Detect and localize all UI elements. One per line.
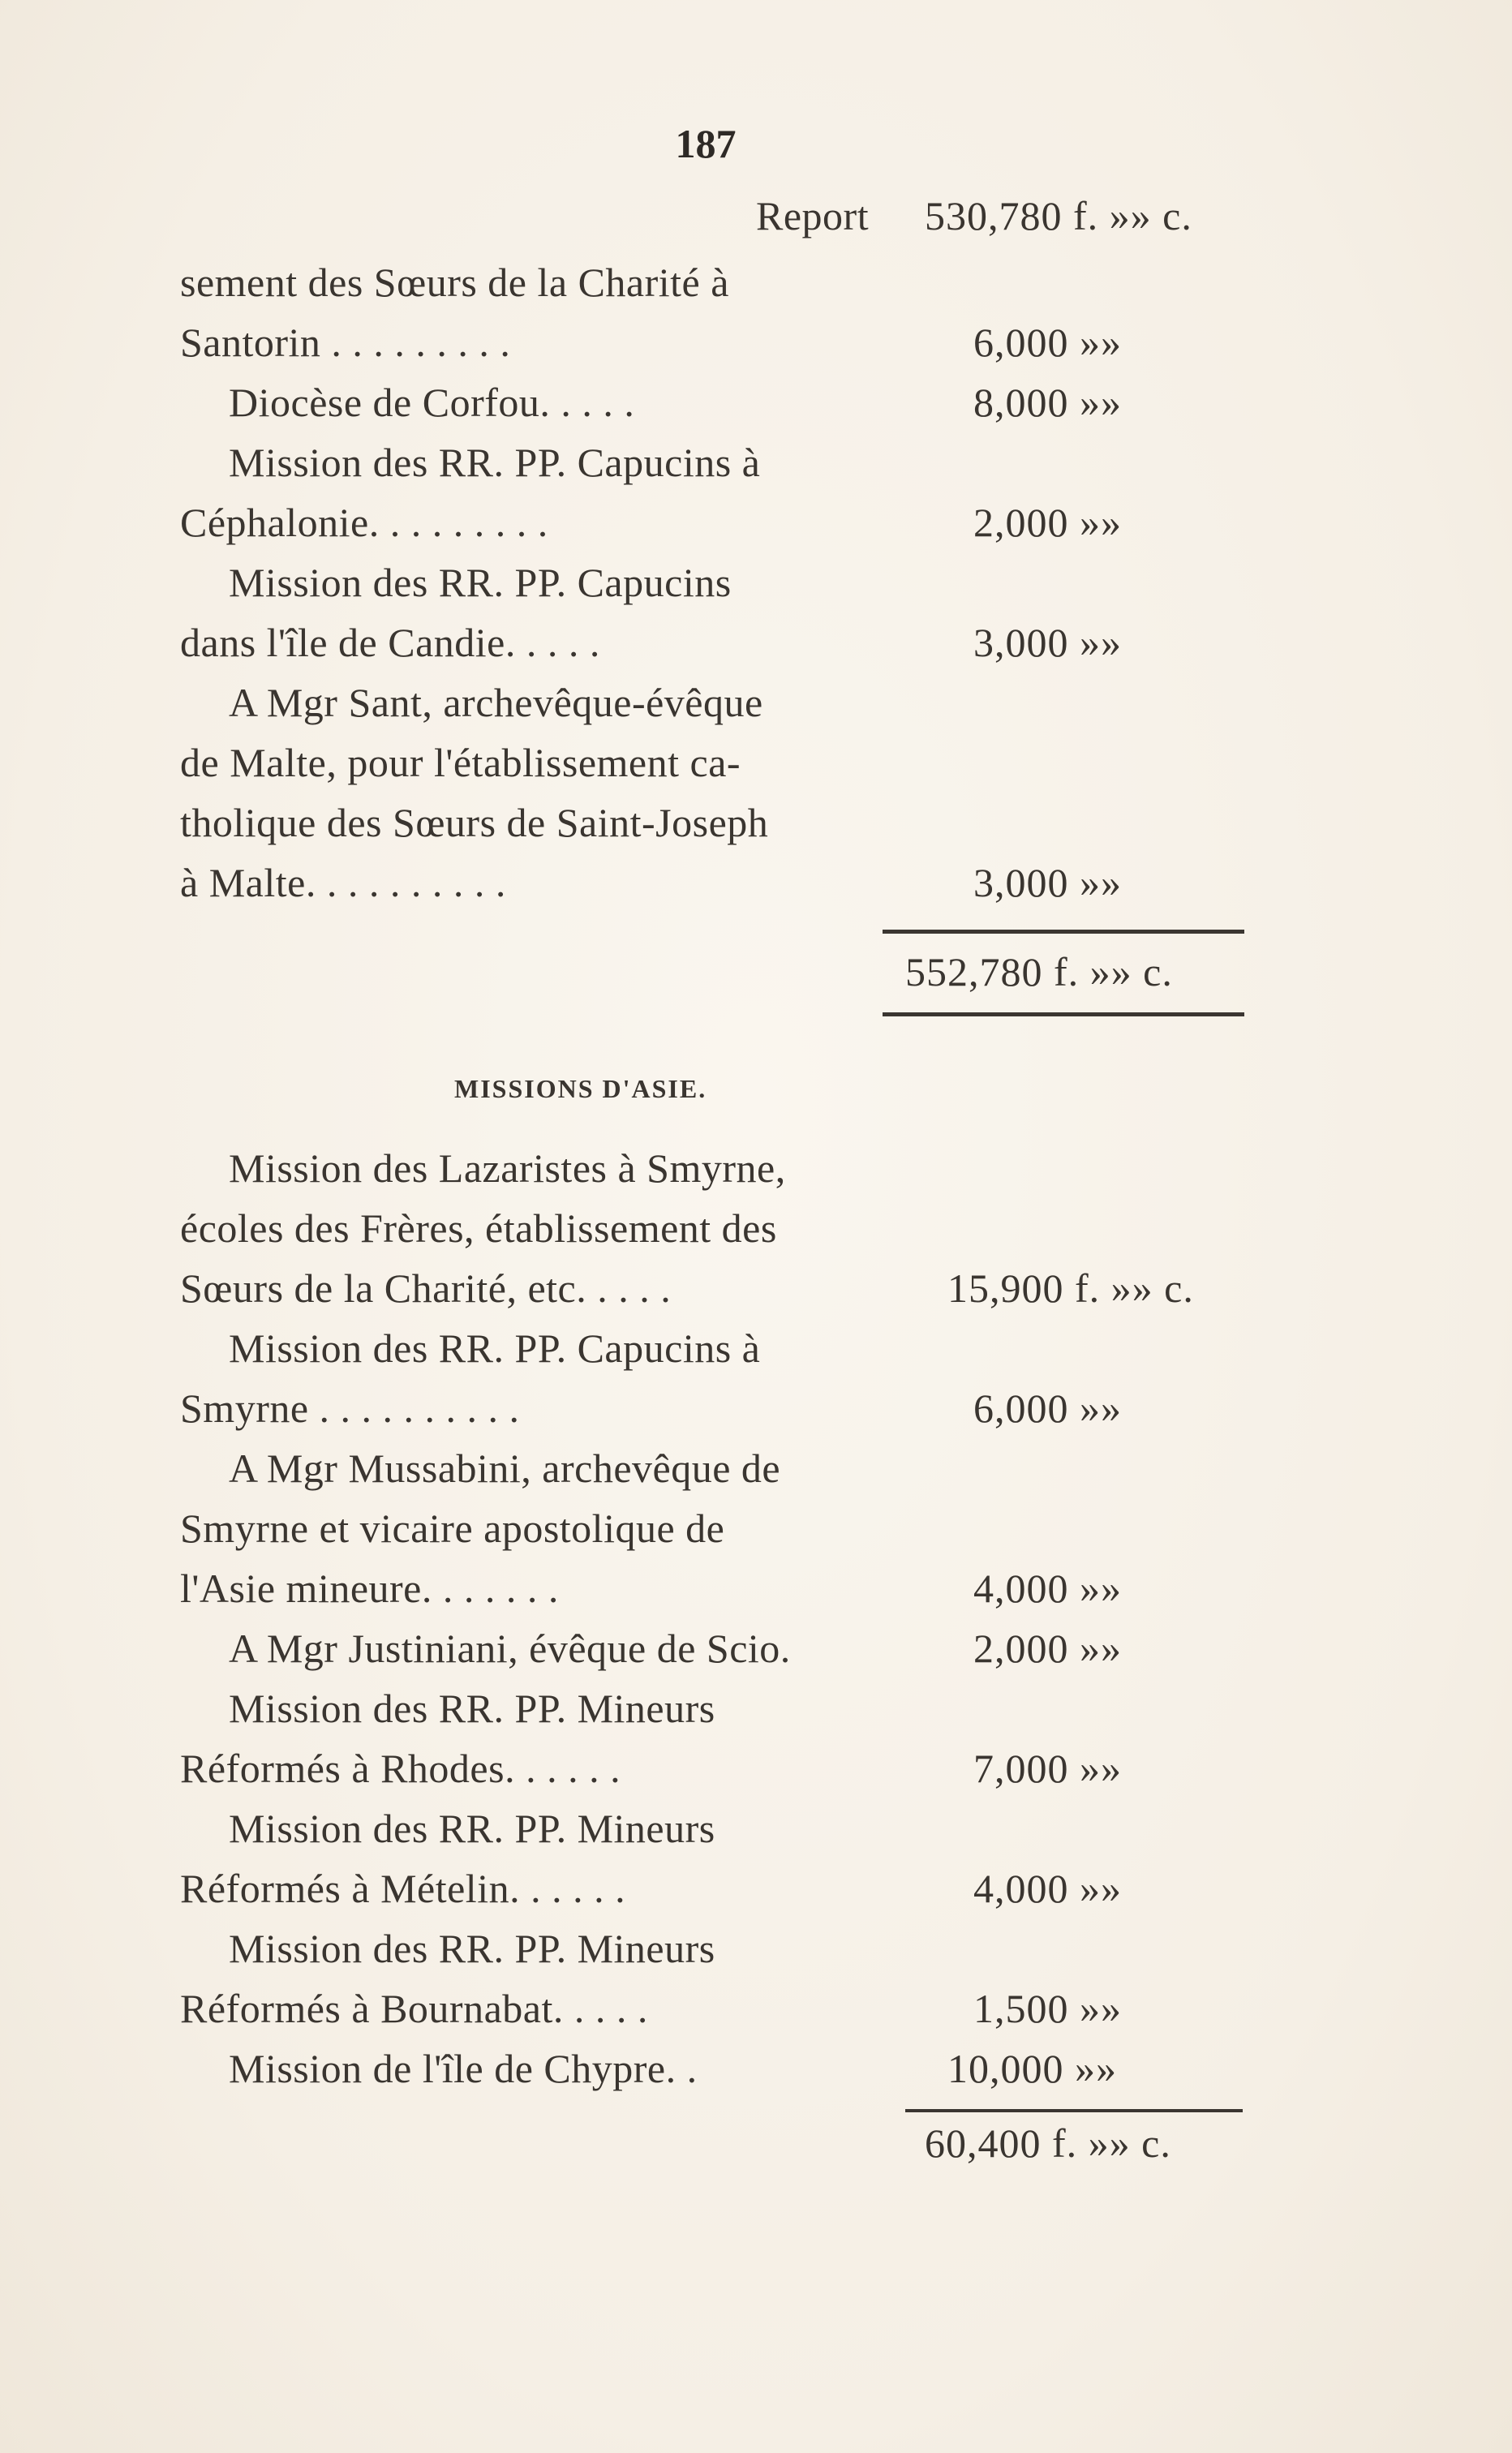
entry-text: Smyrne . . . . . . . . . . (180, 1385, 520, 1431)
entry-text: Mission des Lazaristes à Smyrne, (229, 1145, 786, 1191)
entry-amount: 1,500 »» (973, 1986, 1122, 2031)
sum-rule-bottom (883, 1012, 1244, 1016)
entry-amount: 2,000 »» (973, 1626, 1122, 1671)
entry-text: Mission des RR. PP. Mineurs (229, 1806, 715, 1851)
section-total: 552,780 f. »» c. (905, 949, 1173, 995)
entry-text: Réformés à Rhodes. . . . . . (180, 1746, 621, 1791)
entry-text: A Mgr Justiniani, évêque de Scio. (229, 1626, 791, 1671)
entry-text: à Malte. . . . . . . . . . (180, 860, 506, 905)
entry-text: dans l'île de Candie. . . . . (180, 620, 600, 665)
report-amount: 530,780 f. »» c. (925, 193, 1192, 238)
entry-amount: 8,000 »» (973, 380, 1122, 425)
report-label: Report (756, 193, 870, 238)
entry-text: Diocèse de Corfou. . . . . (229, 380, 635, 425)
entry-text: Santorin . . . . . . . . . (180, 320, 511, 365)
sum-rule-top (883, 930, 1244, 934)
entry-text: Mission des RR. PP. Capucins à (229, 440, 761, 485)
entry-text: Mission de l'île de Chypre. . (229, 2046, 698, 2091)
entry-amount: 3,000 »» (973, 620, 1122, 665)
entry-text: Mission des RR. PP. Capucins (229, 560, 732, 605)
entry-amount: 3,000 »» (973, 860, 1122, 905)
entry-amount: 6,000 »» (973, 320, 1122, 365)
entry-text: de Malte, pour l'établissement ca- (180, 740, 741, 785)
entry-amount: 4,000 »» (973, 1866, 1122, 1911)
entry-amount: 2,000 »» (973, 500, 1122, 545)
section-total: 60,400 f. »» c. (925, 2120, 1171, 2166)
entry-text: Réformés à Bournabat. . . . . (180, 1986, 648, 2031)
entry-text: écoles des Frères, établissement des (180, 1205, 777, 1251)
entry-text: A Mgr Mussabini, archevêque de (229, 1446, 781, 1491)
entry-text: tholique des Sœurs de Saint-Joseph (180, 800, 769, 845)
entry-amount: 10,000 »» (947, 2046, 1117, 2091)
entry-text: Mission des RR. PP. Capucins à (229, 1325, 761, 1371)
page-number: 187 (675, 121, 737, 166)
entry-text: Réformés à Mételin. . . . . . (180, 1866, 626, 1911)
entry-amount: 15,900 f. »» c. (947, 1265, 1194, 1311)
entry-text: Mission des RR. PP. Mineurs (229, 1926, 715, 1971)
entry-text: Mission des RR. PP. Mineurs (229, 1686, 715, 1731)
entry-text: Céphalonie. . . . . . . . . (180, 500, 548, 545)
entry-text: l'Asie mineure. . . . . . . (180, 1566, 559, 1611)
entry-text: Sœurs de la Charité, etc. . . . . (180, 1265, 672, 1311)
sum-rule-top (905, 2109, 1243, 2112)
entry-amount: 4,000 »» (973, 1566, 1122, 1611)
entry-text: sement des Sœurs de la Charité à (180, 260, 729, 305)
entry-text: Smyrne et vicaire apostolique de (180, 1506, 725, 1551)
entry-text: A Mgr Sant, archevêque-évêque (229, 680, 763, 725)
entry-amount: 7,000 »» (973, 1746, 1122, 1791)
entry-amount: 6,000 »» (973, 1385, 1122, 1431)
section-heading: MISSIONS D'ASIE. (454, 1074, 707, 1103)
